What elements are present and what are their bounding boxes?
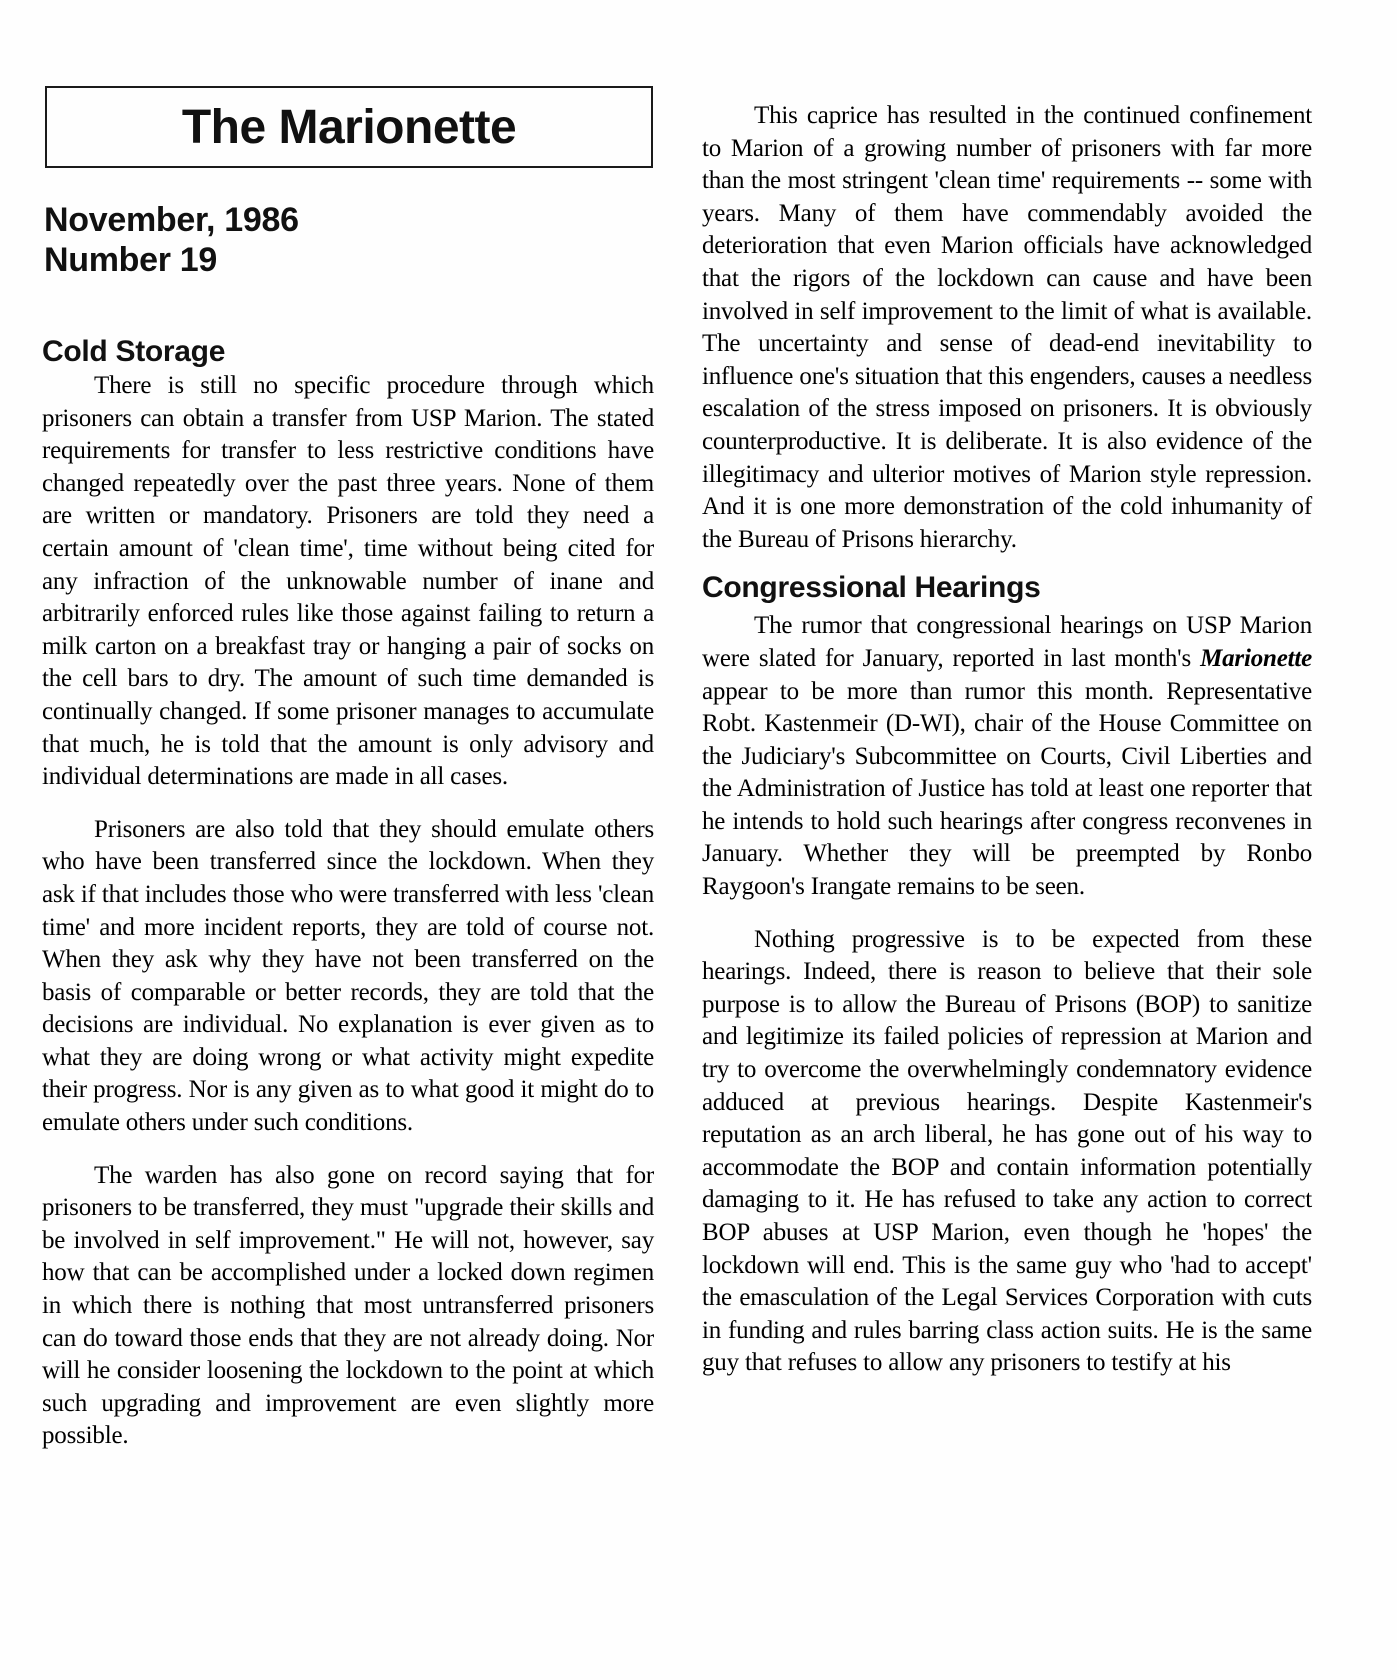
article-heading-congressional-hearings: Congressional Hearings	[702, 571, 1041, 605]
issue-number: Number 19	[44, 241, 218, 279]
issue-info	[44, 200, 299, 280]
publication-title-reference: Marionette	[1200, 644, 1312, 672]
article-paragraph: Prisoners are also told that they should emulate others who have been transferred since the lockdown. When they ask if that includes those who were transferred with less 'clean time' and more incident reports, they are told of course not. When they ask why they have not been transferred on the basis of comparable or better records, they are told that the decisions are individual. No explanation is ever given as to what they are doing wrong or what activity might expedite their progress. Nor is any given as to what good it might do to emulate others under such conditions.	[42, 815, 654, 1137]
right-column	[702, 100, 1312, 1380]
paragraph-text: appear to be more than rumor this month. Representative Robt. Kastenmeir (D-WI), chair of the House Committee on the Judiciary's Subcommittee on Courts, Civil Liberties and the Administration of Justice has told at least one reporter that he intends to hold such hearings after congress reconvenes in January. Whether they will be preempted by Ronbo Raygoon's Irangate remains to be seen.	[702, 677, 1312, 901]
article-paragraph: This caprice has resulted in the continued confinement to Marion of a growing number of prisoners with far more than the most stringent 'clean time' requirements -- some with years. Many of them have commendably avoided the deterioration that even Marion officials have acknowledged that the rigors of the lockdown can cause and have been involved in self improvement to the limit of what is available. The uncertainty and sense of dead-end inevitability to influence one's situation that this engenders, causes a needless escalation of the stress imposed on prisoners. It is obviously counterproductive. It is deliberate. It is also evidence of the illegitimacy and ulterior motives of Marion style repression. And it is one more demonstration of the cold inhumanity of the Bureau of Prisons hierarchy.	[702, 102, 1312, 553]
left-column	[42, 334, 654, 1453]
article-paragraph: The warden has also gone on record saying that for prisoners to be transferred, they must "upgrade their skills and be involved in self improvement." He will not, however, say how that can be accomplished under a locked down regimen in which there is nothing that most untransferred prisoners can do toward those ends that they are not already doing. Nor will he consider loosening the lockdown to the point at which such upgrading and improvement are even slightly more possible.	[42, 1161, 654, 1450]
article-paragraph	[702, 610, 1312, 903]
article-paragraph: There is still no specific procedure through which prisoners can obtain a transfer from USP Marion. The stated requirements for transfer to less restrictive conditions have changed repeatedly over the past three years. None of them are written or mandatory. Prisoners are told they need a certain amount of 'clean time', time without being cited for any infraction of the unknowable number of inane and arbitrarily enforced rules like those against failing to return a milk carton on a breakfast tray or hanging a pair of socks on the cell bars to dry. The amount of such time demanded is continually changed. If some prisoner manages to accumulate that much, he is told that the amount is only advisory and individual determinations are made in all cases.	[42, 372, 654, 791]
newsletter-title: The Marionette	[181, 100, 517, 154]
masthead-box	[45, 86, 653, 168]
article-heading-cold-storage: Cold Storage	[42, 335, 226, 368]
article-paragraph: Nothing progressive is to be expected from these hearings. Indeed, there is reason to believe that their sole purpose is to allow the Bureau of Prisons (BOP) to sanitize and legitimize its failed policies of repression at Marion and try to overcome the overwhelmingly condemnatory evidence adduced at previous hearings. Despite Kastenmeir's reputation as an arch liberal, he has gone out of his way to accommodate the BOP and contain information potentially damaging to it. He has refused to take any action to correct BOP abuses at USP Marion, even though he 'hopes' the lockdown will end. This is the same guy who 'had to accept' the emasculation of the Legal Services Corporation with cuts in funding and rules barring class action suits. He is the same guy that refuses to allow any prisoners to testify at his	[702, 925, 1312, 1377]
paragraph-text: The rumor that congressional hearings on USP Marion were slated for January, reported in last month's	[702, 612, 1312, 672]
issue-date: November, 1986	[44, 201, 299, 239]
